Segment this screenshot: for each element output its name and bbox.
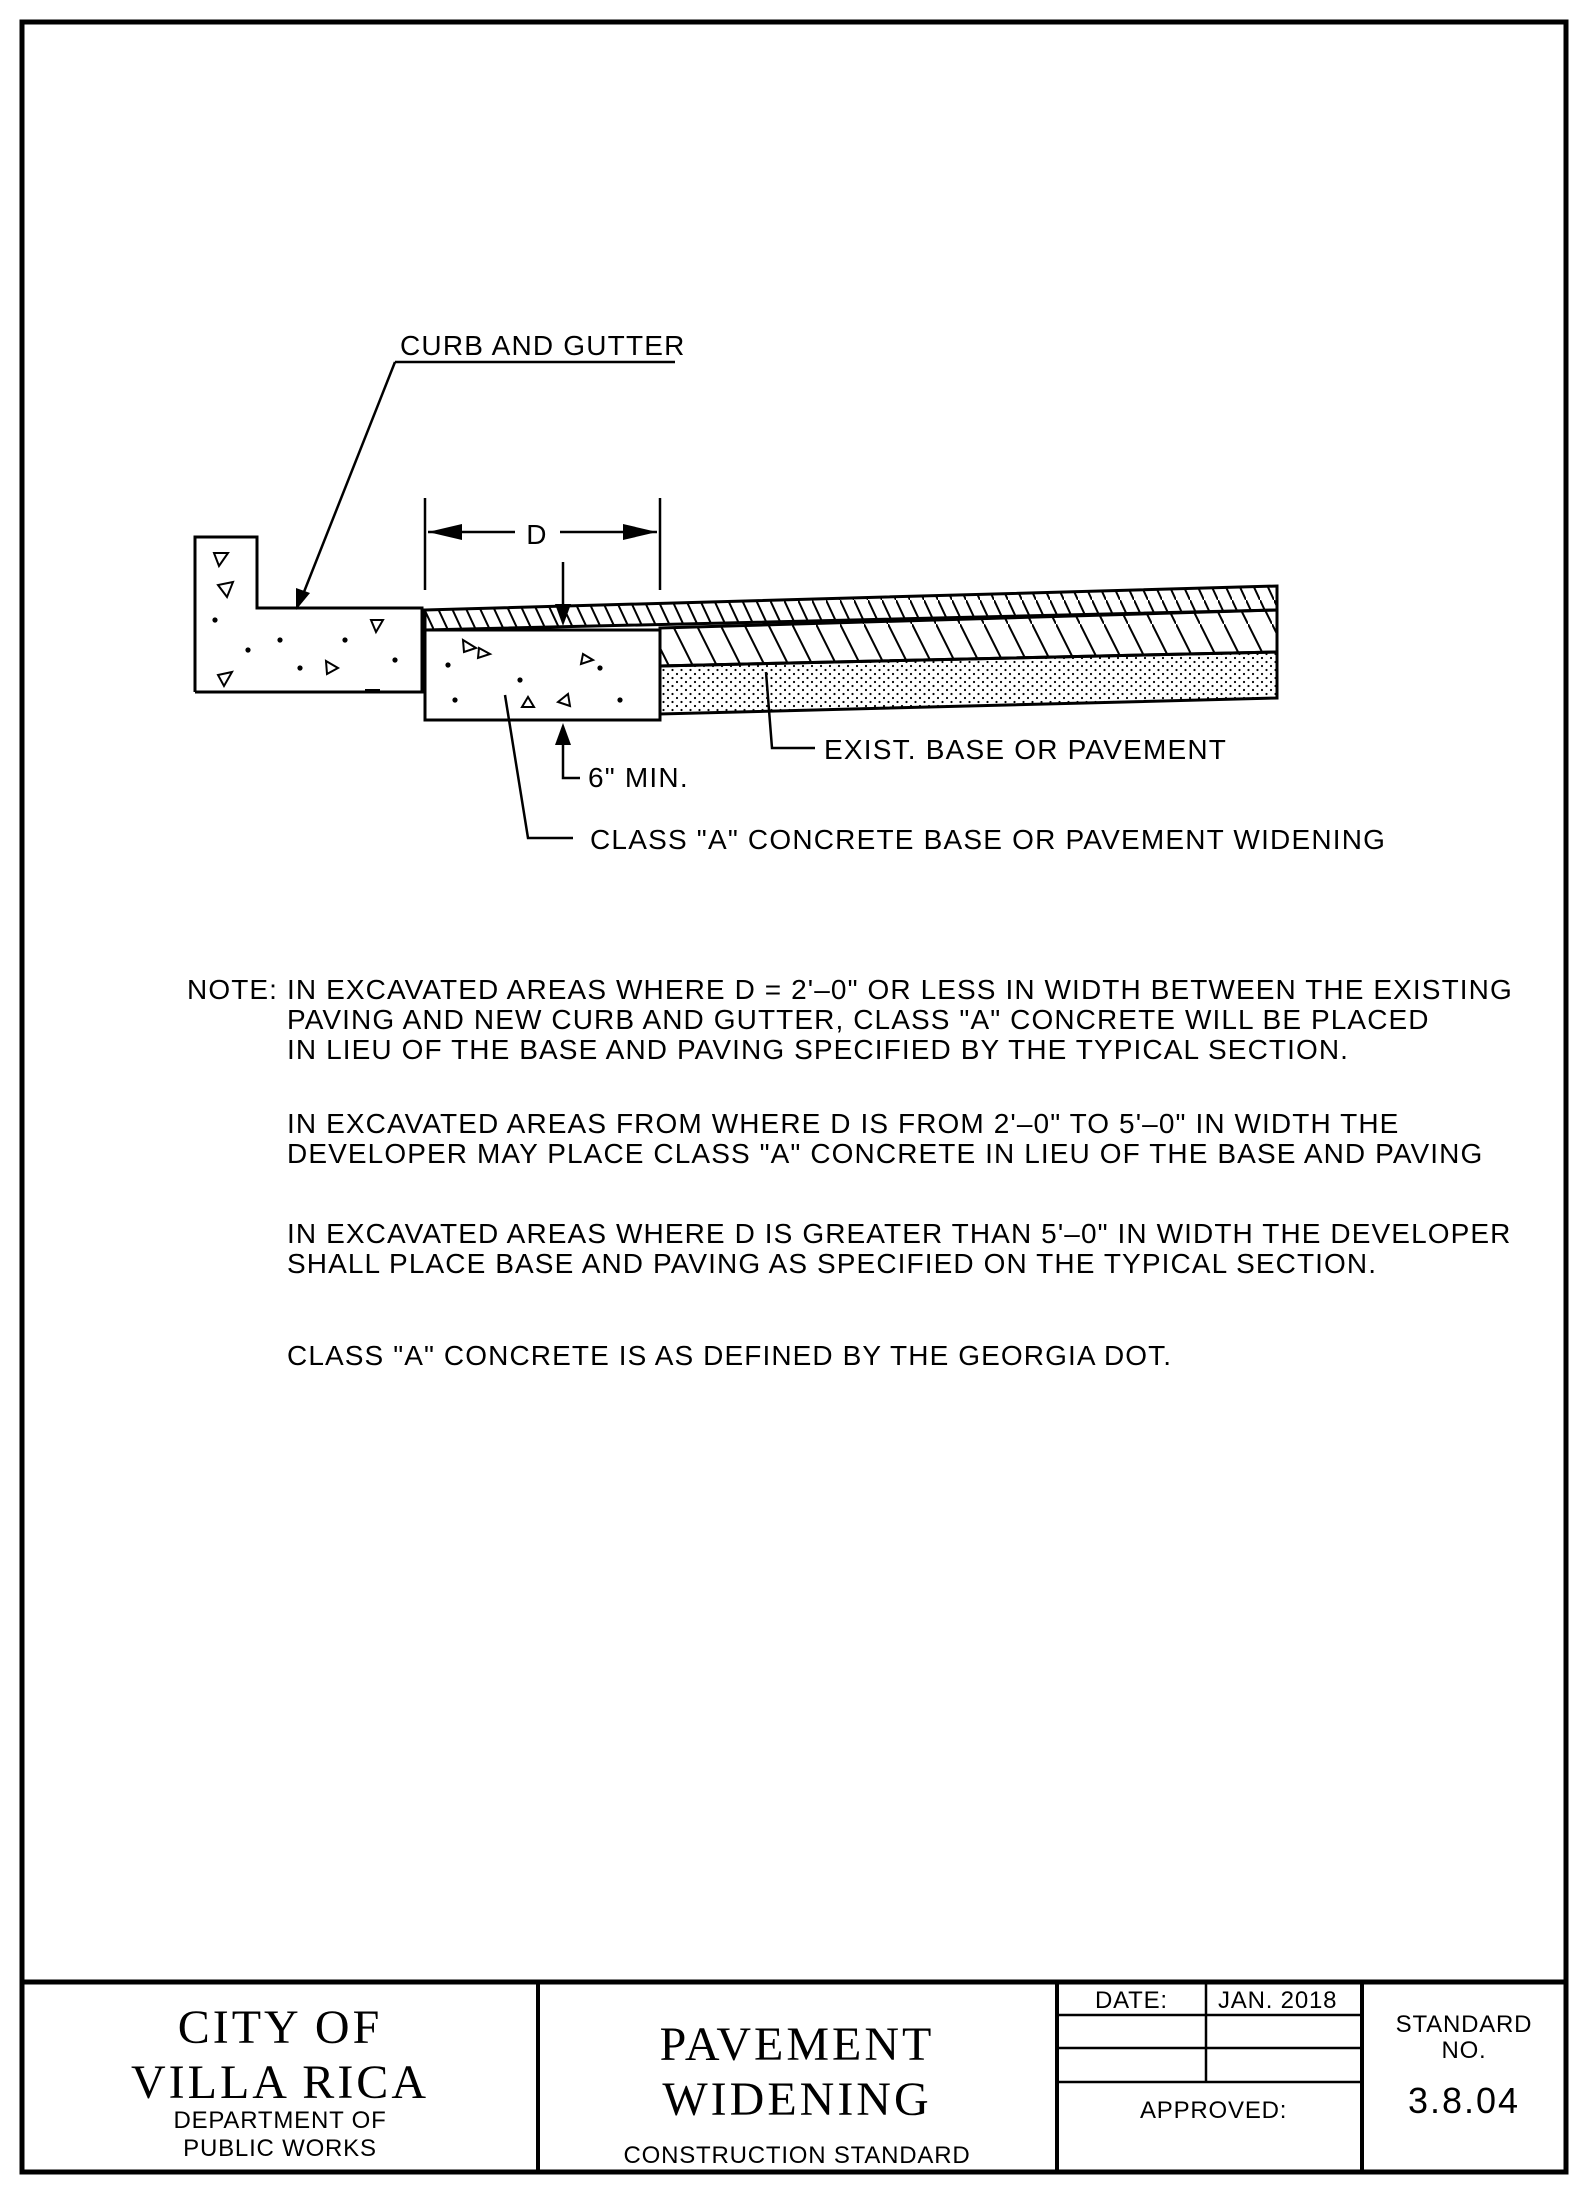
- subtitle: CONSTRUCTION STANDARD: [623, 2142, 971, 2169]
- note-line: IN EXCAVATED AREAS WHERE D = 2'–0" OR LESS IN WIDTH BETWEEN THE EXISTING: [287, 974, 1513, 1005]
- notes-block: [187, 974, 1513, 1371]
- six-inch-arrow: [555, 723, 580, 778]
- curb-leader: [296, 362, 675, 610]
- title-line-2: WIDENING: [662, 2073, 932, 2126]
- city-line-1: CITY OF: [177, 2001, 383, 2054]
- curb-aggregate: [213, 553, 396, 690]
- standard-label-line-2: NO.: [1441, 2037, 1487, 2064]
- curb-and-gutter: [195, 537, 422, 692]
- section-drawing: [195, 330, 1386, 855]
- note-line: CLASS "A" CONCRETE IS AS DEFINED BY THE GEORGIA DOT.: [287, 1340, 1173, 1371]
- six-inch-min-label: 6" MIN.: [588, 762, 689, 793]
- title-block: [22, 1982, 1566, 2172]
- note-line: SHALL PLACE BASE AND PAVING AS SPECIFIED ON THE TYPICAL SECTION.: [287, 1248, 1378, 1279]
- note-prefix: NOTE:: [187, 974, 279, 1005]
- dept-line-1: DEPARTMENT OF: [173, 2107, 387, 2134]
- date-label: DATE:: [1095, 1987, 1168, 2014]
- exist-base-label: EXIST. BASE OR PAVEMENT: [824, 734, 1228, 765]
- dimension-d-label: D: [526, 519, 548, 550]
- concrete-widening-block: [425, 630, 660, 720]
- sheet-border: [22, 22, 1566, 2172]
- note-line: PAVING AND NEW CURB AND GUTTER, CLASS "A" CONCRETE WILL BE PLACED: [287, 1004, 1430, 1035]
- standard-label-line-1: STANDARD: [1395, 2011, 1533, 2038]
- standard-number: 3.8.04: [1407, 2080, 1521, 2121]
- curb-and-gutter-label: CURB AND GUTTER: [400, 330, 686, 361]
- class-a-label: CLASS "A" CONCRETE BASE OR PAVEMENT WIDENING: [590, 824, 1387, 855]
- city-line-2: VILLA RICA: [131, 2056, 429, 2109]
- date-value: JAN. 2018: [1218, 1987, 1338, 2014]
- note-line: DEVELOPER MAY PLACE CLASS "A" CONCRETE IN LIEU OF THE BASE AND PAVING: [287, 1138, 1484, 1169]
- widening-aggregate: [446, 640, 621, 707]
- dept-line-2: PUBLIC WORKS: [183, 2135, 377, 2162]
- note-line: IN EXCAVATED AREAS WHERE D IS GREATER THAN 5'–0" IN WIDTH THE DEVELOPER: [287, 1218, 1512, 1249]
- title-line-1: PAVEMENT: [659, 2018, 935, 2071]
- note-line: IN EXCAVATED AREAS FROM WHERE D IS FROM 2'–0" TO 5'–0" IN WIDTH THE: [287, 1108, 1400, 1139]
- note-line: IN LIEU OF THE BASE AND PAVING SPECIFIED BY THE TYPICAL SECTION.: [287, 1034, 1350, 1065]
- approved-label: APPROVED:: [1140, 2097, 1288, 2124]
